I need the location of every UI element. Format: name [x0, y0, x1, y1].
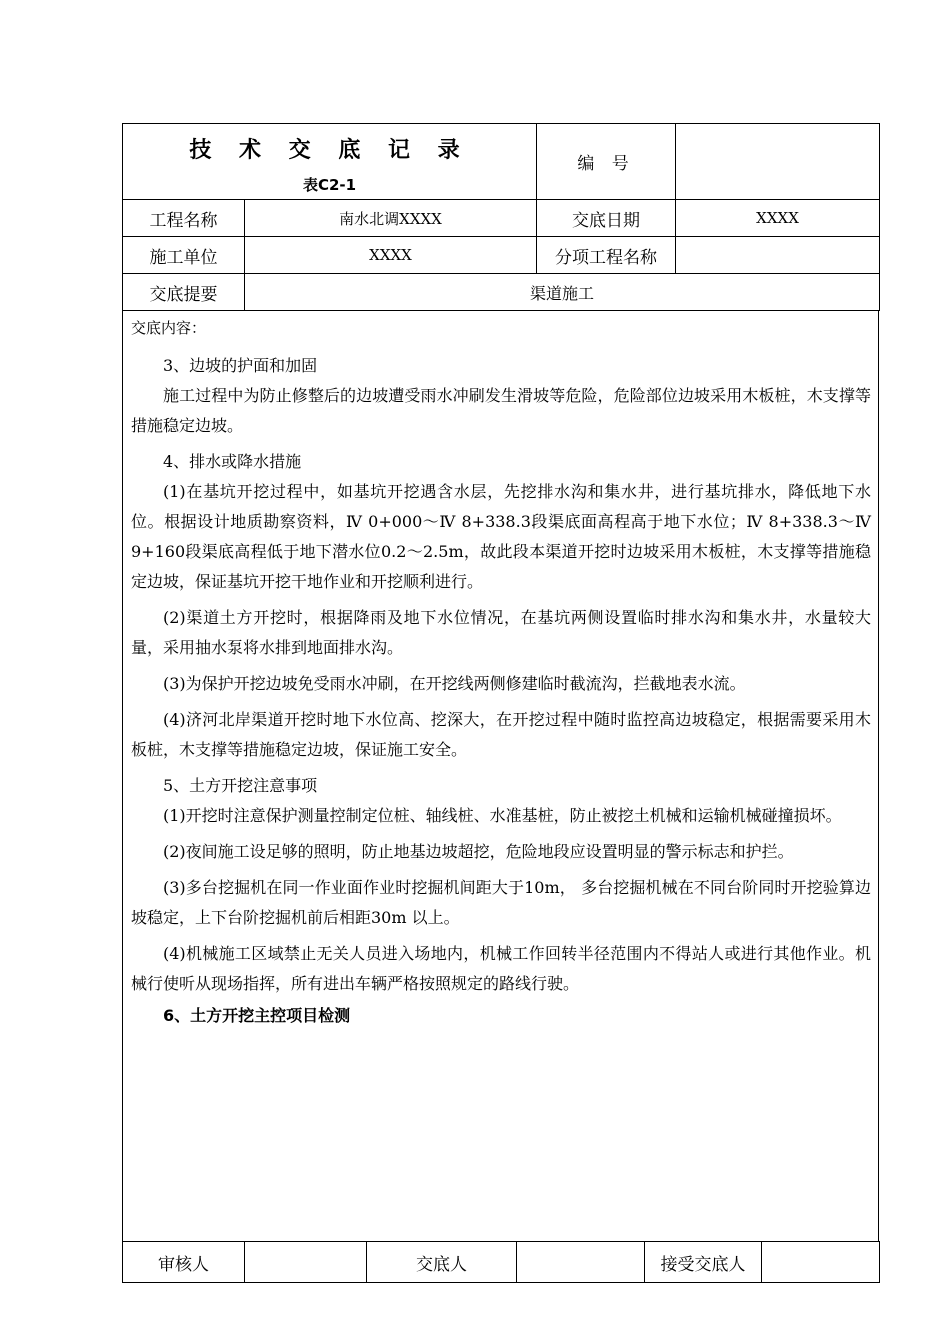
sub-project-value	[676, 237, 880, 274]
presenter-label: 交底人	[367, 1242, 517, 1283]
summary-label: 交底提要	[123, 274, 245, 311]
contractor-label: 施工单位	[123, 237, 245, 274]
paragraph: (4)济河北岸渠道开挖时地下水位高、挖深大，在开挖过程中随时监控高边坡稳定，根据需要采用木板桩，木支撑等措施稳定边坡，保证施工安全。	[131, 710, 871, 759]
project-name-value: 南水北调XXXX	[245, 200, 537, 237]
section-5-heading: 5、土方开挖注意事项	[163, 776, 318, 795]
date-value: XXXX	[676, 200, 880, 237]
form-number-code: 表C2-1	[302, 175, 357, 194]
form-header-table	[122, 123, 880, 311]
receiver-value	[762, 1242, 880, 1283]
presenter-value	[517, 1242, 645, 1283]
paragraph: (2)夜间施工设足够的照明，防止地基边坡超挖，危险地段应设置明显的警示标志和护拦。	[163, 842, 794, 861]
content-body	[131, 351, 871, 1031]
content-intro: 交底内容：	[131, 319, 207, 337]
reviewer-value	[245, 1242, 367, 1283]
reviewer-label: 审核人	[123, 1242, 245, 1283]
technical-disclosure-form	[122, 123, 879, 1283]
paragraph: (3)为保护开挖边坡免受雨水冲刷，在开挖线两侧修建临时截流沟，拦截地表水流。	[163, 674, 746, 693]
receiver-label: 接受交底人	[645, 1242, 762, 1283]
date-label: 交底日期	[537, 200, 676, 237]
section-6-heading: 6、土方开挖主控项目检测	[163, 1006, 351, 1025]
number-label: 编 号	[537, 124, 676, 200]
section-4-heading: 4、排水或降水措施	[163, 452, 302, 471]
project-name-label: 工程名称	[123, 200, 245, 237]
sub-project-label: 分项工程名称	[537, 237, 676, 274]
form-title: 技 术 交 底 记 录	[189, 137, 470, 163]
form-title-cell	[123, 124, 537, 200]
section-3-heading: 3、边坡的护面和加固	[163, 356, 318, 375]
contractor-value: XXXX	[245, 237, 537, 274]
paragraph: (1)在基坑开挖过程中，如基坑开挖遇含水层，先挖排水沟和集水井，进行基坑排水，降低地下水位。根据设计地质勘察资料，Ⅳ 0+000～Ⅳ 8+338.3段渠底面高程高于地下水位；Ⅳ 8+338.3～Ⅳ 9+160段渠底高程低于地下潜水位0.2～2.5m，故此段本渠道开挖时边坡采用木板桩，木支撑等措施稳定边坡，保证基坑开挖干地作业和开挖顺利进行。	[131, 482, 871, 591]
summary-value: 渠道施工	[245, 274, 880, 311]
paragraph: (3)多台挖掘机在同一作业面作业时挖掘机间距大于10m， 多台挖掘机械在不同台阶同时开挖验算边坡稳定，上下台阶挖掘机前后相距30m 以上。	[131, 878, 871, 927]
disclosure-content	[122, 311, 879, 1241]
paragraph: 施工过程中为防止修整后的边坡遭受雨水冲刷发生滑坡等危险，危险部位边坡采用木板桩，木支撑等措施稳定边坡。	[131, 386, 871, 435]
paragraph: (1)开挖时注意保护测量控制定位桩、轴线桩、水准基桩，防止被挖土机械和运输机械碰撞损坏。	[163, 806, 842, 825]
number-value	[676, 124, 880, 200]
paragraph: (4)机械施工区域禁止无关人员进入场地内，机械工作回转半径范围内不得站人或进行其他作业。机械行使听从现场指挥，所有进出车辆严格按照规定的路线行驶。	[131, 944, 871, 993]
paragraph: (2)渠道土方开挖时，根据降雨及地下水位情况，在基坑两侧设置临时排水沟和集水井，水量较大量，采用抽水泵将水排到地面排水沟。	[131, 608, 871, 657]
signature-table	[122, 1241, 880, 1283]
